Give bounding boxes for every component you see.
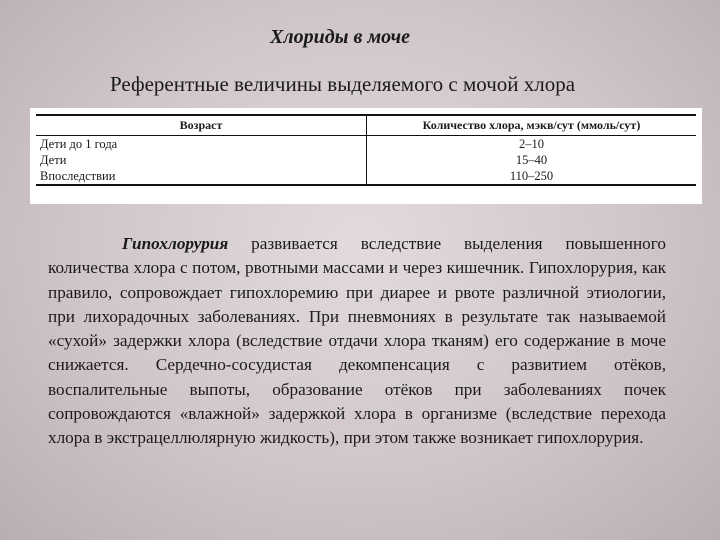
reference-table xyxy=(36,114,696,186)
table-header-row xyxy=(36,115,696,136)
table-cell-value: 110–250 xyxy=(509,169,554,183)
slide-subtitle: Референтные величины выделяемого с мочой хлора xyxy=(110,72,576,96)
highlighted-term: Гипохлорурия xyxy=(122,234,229,253)
table-row xyxy=(36,152,696,168)
slide-title: Хлориды в моче xyxy=(269,26,411,48)
table-cell-value: 2–10 xyxy=(519,137,544,151)
body-paragraph xyxy=(48,232,666,451)
paragraph-text: развивается вследствие выделения повышенного количества хлора с потом, рвотными массами и через кишечник. Гипохлорурия, как правило, сопровождает гипохлоремию при диарее и рвоте различной этиологии, при лихорадочных заболеваниях. При пневмониях в результате так называемой «сухой» задержки хлора (вследствие отдачи хлора тканям) его содержание в моче снижается. Сердечно-сосудистая декомпенсация с развитием отёков, воспалительные выпоты, образование отёков при заболеваниях почек сопровождаются «влажной» задержкой хлора в организме (вследствие перехода хлора в экстрацеллюлярную жидкость), при этом также возникает гипохлорурия. xyxy=(48,234,666,448)
table-cell-age: Впоследствии xyxy=(36,168,367,185)
column-header-chloride-amount: Количество хлора, мэкв/сут (ммоль/сут) xyxy=(367,115,697,136)
column-header-age: Возраст xyxy=(36,115,367,136)
table-row xyxy=(36,136,696,153)
table-cell-age: Дети до 1 года xyxy=(36,136,367,153)
table-cell-age: Дети xyxy=(36,152,367,168)
table-row xyxy=(36,168,696,185)
reference-table-image xyxy=(30,108,702,204)
table-cell-value: 15–40 xyxy=(515,153,548,167)
